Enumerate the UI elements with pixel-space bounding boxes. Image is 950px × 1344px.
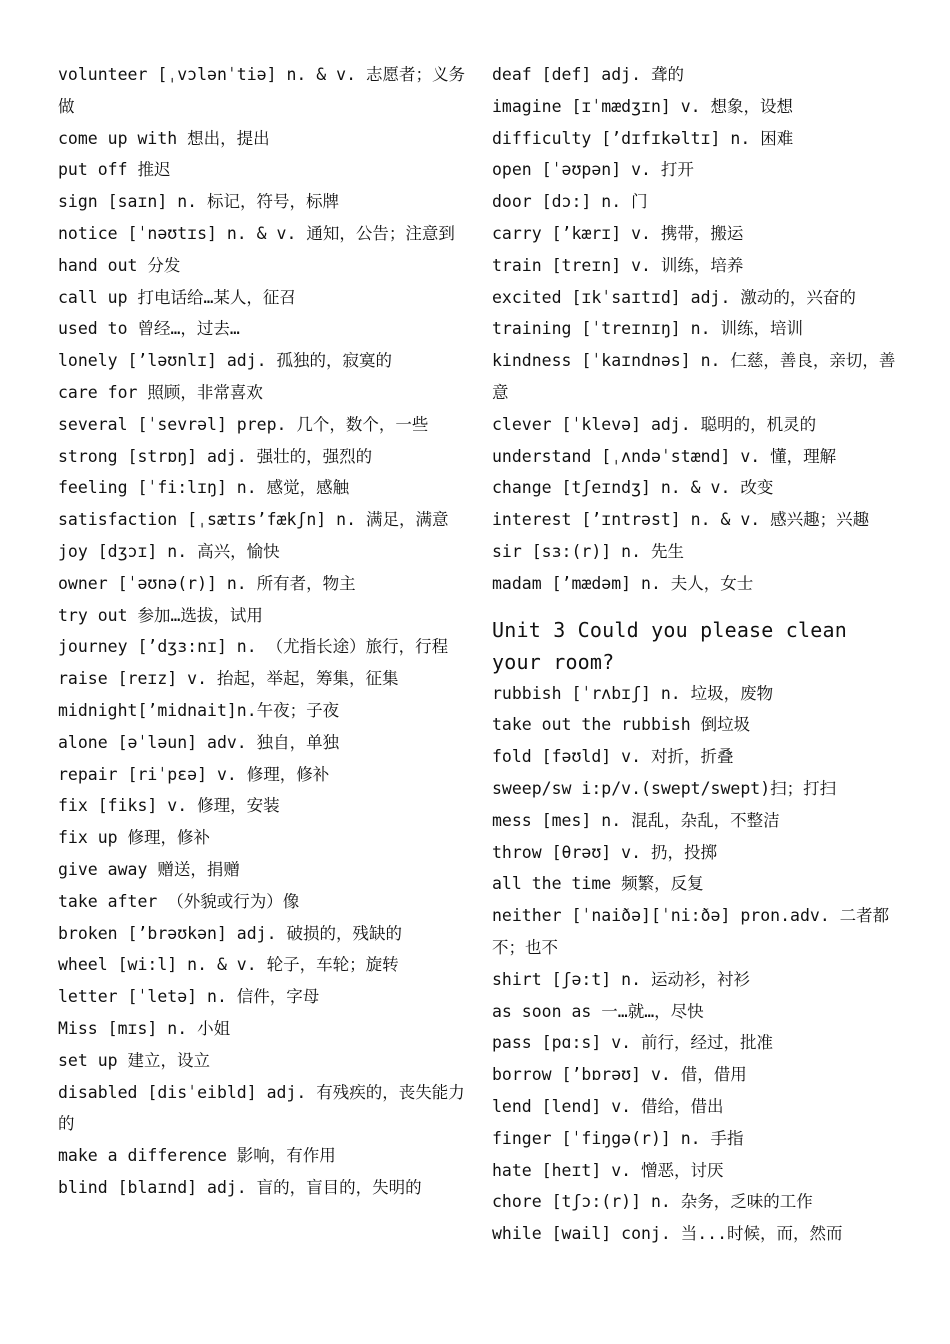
vocab-entry: letter [ˈletə] n. 信件，字母 [58, 987, 320, 1007]
vocab-entry: clever [ˈklevə] adj. 聪明的，机灵的 [492, 414, 817, 434]
vocab-entry: broken [’brəʊkən] adj. 破损的，残缺的 [58, 923, 402, 943]
vocab-entry: pass [pɑ:s] v. 前行，经过，批准 [492, 1033, 774, 1053]
vocab-entry: neither [ˈnaiðə][ˈni:ðə] pron.adv. 二者都不；也不 [492, 906, 890, 957]
vocab-entry: sir [sɜ:(r)] n. 先生 [492, 541, 684, 561]
vocab-entry: excited [ɪkˈsaɪtɪd] adj. 激动的，兴奋的 [492, 287, 856, 307]
vocab-entry: open [ˈəʊpən] v. 打开 [492, 160, 694, 180]
vocab-entry: deaf [def] adj. 聋的 [492, 65, 684, 84]
vocab-entry: lonely [’ləʊnlɪ] adj. 孤独的，寂寞的 [58, 351, 393, 371]
vocab-entry: raise [reɪz] v. 抬起，举起，筹集，征集 [58, 669, 399, 689]
vocab-entry: hand out 分发 [58, 255, 181, 275]
vocab-entry: set up 建立，设立 [58, 1050, 211, 1070]
vocab-entry: notice [ˈnəʊtɪs] n. & v. 通知，公告；注意到 [58, 223, 455, 243]
vocab-entry: chore [tʃɔ:(r)] n. 杂务，乏味的工作 [492, 1192, 813, 1212]
vocab-entry: volunteer [ˌvɔlənˈtiə] n. & v. 志愿者；义务做 [58, 65, 465, 116]
vocab-entry: interest [’ɪntrəst] n. & v. 感兴趣；兴趣 [492, 510, 870, 530]
vocab-entry: fix [fiks] v. 修理，安装 [58, 796, 280, 816]
vocab-entry: wheel [wi:l] n. & v. 轮子，车轮；旋转 [58, 955, 399, 975]
vocab-entry: carry [’kærɪ] v. 携带，搬运 [492, 223, 744, 243]
vocab-entry: fix up 修理，修补 [58, 828, 211, 848]
vocab-entry: change [tʃeɪndʒ] n. & v. 改变 [492, 478, 774, 498]
vocab-entry: madam [’mædəm] n. 夫人，女士 [492, 573, 754, 593]
vocab-entry: train [treɪn] v. 训练，培养 [492, 255, 744, 275]
vocab-entry: put off 推迟 [58, 160, 171, 180]
vocab-entry: understand [ˌʌndəˈstænd] v. 懂，理解 [492, 446, 837, 466]
vocab-entry: come up with 想出，提出 [58, 128, 270, 148]
vocab-entry: as soon as 一…就…，尽快 [492, 1001, 704, 1021]
vocab-entry: finger [ˈfiŋgə(r)] n. 手指 [492, 1128, 744, 1148]
vocab-entry: door [dɔ:] n. 门 [492, 192, 648, 212]
vocab-entry: feeling [ˈfi:lɪŋ] n. 感觉，感触 [58, 478, 350, 498]
vocab-entry: shirt [ʃə:t] n. 运动衫，衬衫 [492, 969, 750, 989]
vocab-entry: satisfaction [ˌsætɪs’fækʃn] n. 满足，满意 [58, 510, 449, 530]
vocab-entry: mess [mes] n. 混乱，杂乱，不整洁 [492, 810, 780, 830]
vocab-entry: take after （外貌或行为）像 [58, 891, 300, 911]
vocab-entry: used to 曾经…，过去… [58, 319, 240, 339]
unit-heading: Unit 3 Could you please clean your room? [492, 617, 847, 674]
vocab-entry: try out 参加…选拔，试用 [58, 605, 263, 625]
vocab-entry: while [wail] conj. 当...时候，而，然而 [492, 1224, 843, 1244]
vocab-entry: fold [fəʊld] v. 对折，折叠 [492, 747, 734, 767]
vocab-entry: lend [lend] v. 借给，借出 [492, 1096, 724, 1116]
vocab-entry: take out the rubbish 倒垃圾 [492, 715, 751, 735]
vocab-entry: sign [saɪn] n. 标记，符号，标牌 [58, 192, 340, 212]
vocab-entry: blind [blaɪnd] adj. 盲的，盲目的，失明的 [58, 1177, 422, 1197]
vocab-entry: hate [heɪt] v. 憎恶，讨厌 [492, 1160, 724, 1180]
vocab-entry: give away 赠送，捐赠 [58, 859, 240, 879]
vocab-entry: midnight[’midnait]n.午夜；子夜 [58, 700, 340, 720]
vocab-entry: joy [dʒɔɪ] n. 高兴，愉快 [58, 541, 280, 561]
vocab-entry: sweep/sw i:p/v.(swept/swept)扫；打扫 [492, 778, 837, 798]
left-column [58, 59, 466, 1204]
vocab-entry: kindness [ˈkaɪndnəs] n. 仁慈，善良，亲切，善意 [492, 351, 896, 402]
right-column [492, 59, 900, 1250]
vocab-entry: repair [riˈpɛə] v. 修理，修补 [58, 764, 330, 784]
vocab-entry: Miss [mɪs] n. 小姐 [58, 1018, 231, 1038]
vocab-entry: throw [θrəʊ] v. 扔，投掷 [492, 842, 717, 862]
vocab-entry: call up 打电话给…某人，征召 [58, 287, 296, 307]
vocab-entry: journey [’dʒɜ:nɪ] n. （尤指长途）旅行，行程 [58, 637, 449, 657]
vocab-entry: training [ˈtreɪnɪŋ] n. 训练，培训 [492, 319, 803, 339]
vocab-entry: strong [strɒŋ] adj. 强壮的，强烈的 [58, 446, 373, 466]
vocab-entry: borrow [’bɒrəʊ] v. 借，借用 [492, 1065, 747, 1085]
vocab-entry: rubbish [ˈrʌbɪʃ] n. 垃圾，废物 [492, 683, 774, 703]
vocab-entry: alone [əˈləun] adv. 独自，单独 [58, 732, 340, 752]
vocab-entry: owner [ˈəʊnə(r)] n. 所有者，物主 [58, 573, 356, 593]
vocab-entry: imagine [ɪˈmædʒɪn] v. 想象，设想 [492, 96, 794, 116]
vocab-entry: disabled [disˈeibld] adj. 有残疾的，丧失能力的 [58, 1082, 465, 1134]
vocab-entry: make a difference 影响，有作用 [58, 1146, 336, 1166]
vocab-entry: all the time 频繁，反复 [492, 874, 704, 894]
vocab-entry: difficulty [’dɪfɪkəltɪ] n. 困难 [492, 128, 794, 148]
vocab-entry: care for 照顾，非常喜欢 [58, 382, 263, 402]
vocab-entry: several [ˈsevrəl] prep. 几个，数个，一些 [58, 414, 429, 434]
